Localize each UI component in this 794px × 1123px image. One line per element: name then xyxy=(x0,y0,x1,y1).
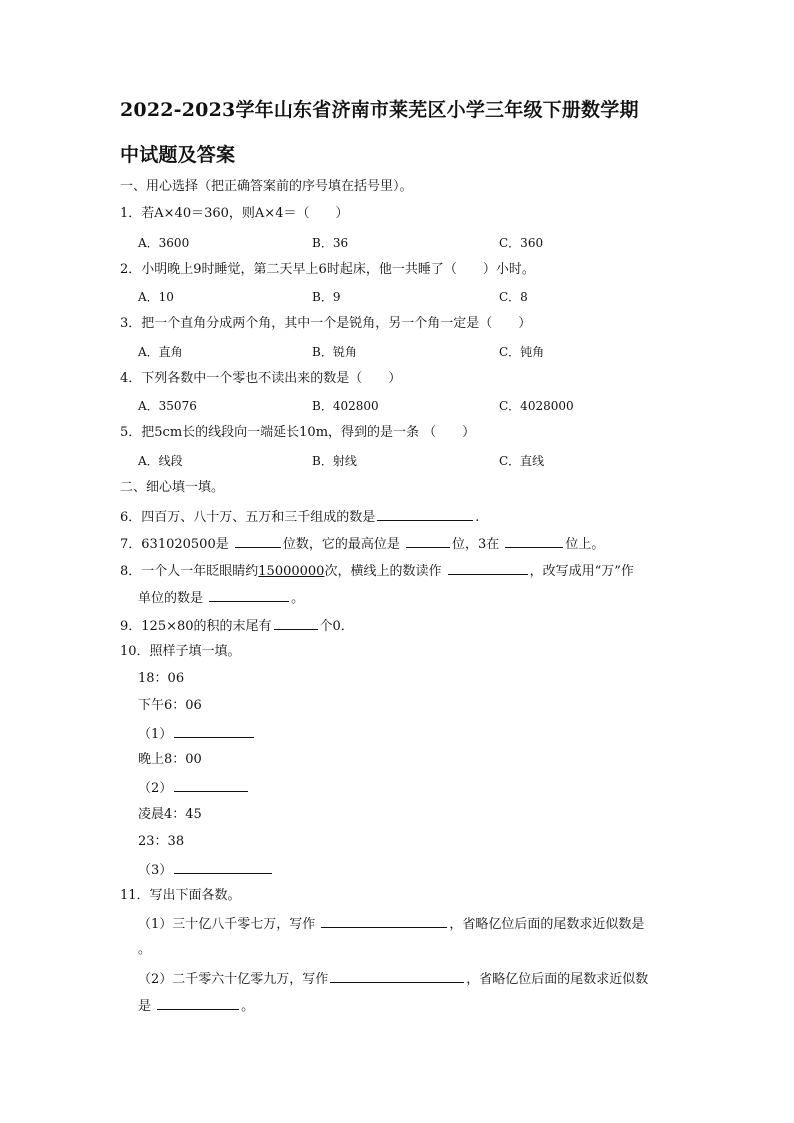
q5-option-b: B．射线 xyxy=(312,454,357,468)
q2-option-c: C．8 xyxy=(499,290,528,304)
q11-p1-text-a: （1）三十亿八千零七万，写作 xyxy=(138,917,320,932)
q10-given-4: 23：38 xyxy=(138,834,185,849)
question-8-cont xyxy=(138,588,304,608)
q10-item-1-label: （1） xyxy=(138,727,173,742)
q11-p2-text-a: （2）二千零六十亿零九万，写作 xyxy=(138,972,329,987)
q11-p2-text-b: ，省略亿位后面的尾数求近似数 xyxy=(466,972,649,987)
q10-item-2 xyxy=(138,778,250,798)
q11-p2-blank-1[interactable] xyxy=(330,969,464,983)
question-2: 2．小明晚上9时睡觉，第二天早上6时起床，他一共睡了（ ）小时。 xyxy=(120,262,535,277)
q11-part-2-cont xyxy=(138,996,254,1016)
q8-text-e: 。 xyxy=(291,591,305,606)
q3-option-b: B．锐角 xyxy=(312,345,357,359)
question-6 xyxy=(120,507,479,527)
question-4: 4．下列各数中一个零也不读出来的数是（ ） xyxy=(120,371,402,386)
question-5: 5．把5cm长的线段向一端延长10m，得到的是一条 （ ） xyxy=(120,425,476,440)
q3-option-c: C．钝角 xyxy=(499,345,545,359)
q11-p1-blank[interactable] xyxy=(321,914,447,928)
q5-option-c: C．直线 xyxy=(499,454,545,468)
q8-text-d: 单位的数是 xyxy=(138,591,208,606)
q11-part-1 xyxy=(138,914,644,934)
q6-text: 6．四百万、八十万、五万和三千组成的数是 xyxy=(120,510,376,525)
q7-blank-3[interactable] xyxy=(505,534,563,548)
q3-option-a: A．直角 xyxy=(138,345,183,359)
q10-example-24h: 18：06 xyxy=(138,671,185,686)
question-11-heading: 11．写出下面各数。 xyxy=(120,888,241,903)
q11-part-2 xyxy=(138,969,648,989)
q8-blank-1[interactable] xyxy=(448,561,528,575)
title-line-2: 中试题及答案 xyxy=(120,144,236,166)
q11-part-1-cont: 。 xyxy=(138,942,152,957)
q1-option-c: C．360 xyxy=(499,236,544,250)
q10-given-2: 晚上8：00 xyxy=(138,752,202,767)
q9-text-b: 个0． xyxy=(319,619,354,634)
q10-item-2-label: （2） xyxy=(138,781,173,796)
q8-text-a: 8．一个人一年眨眼睛约 xyxy=(120,564,259,579)
q7-text-d: 位上。 xyxy=(565,537,605,552)
question-10-heading: 10．照样子填一填。 xyxy=(120,644,241,659)
q9-text-a: 9．125×80的积的末尾有 xyxy=(120,619,272,634)
q7-text-b: 位数，它的最高位是 xyxy=(282,537,404,552)
q4-option-b: B．402800 xyxy=(312,399,379,413)
q2-option-b: B．9 xyxy=(312,290,341,304)
section2-heading: 二、细心填一填。 xyxy=(120,480,225,495)
q5-option-a: A．线段 xyxy=(138,454,183,468)
q10-example-12h: 下午6：06 xyxy=(138,698,202,713)
q10-given-3: 凌晨4：45 xyxy=(138,807,202,822)
q10-blank-2[interactable] xyxy=(174,778,248,792)
q8-blank-2[interactable] xyxy=(209,588,289,602)
q6-blank[interactable] xyxy=(377,507,473,521)
q10-item-3-label: （3） xyxy=(138,863,173,878)
q2-option-a: A．10 xyxy=(138,290,174,304)
q8-number: 15000000 xyxy=(258,564,325,579)
q10-item-1 xyxy=(138,724,256,744)
q8-text-b: 次，横线上的数读作 xyxy=(324,564,446,579)
q7-text-c: 位，3在 xyxy=(451,537,504,552)
title-line-1: 2022-2023学年山东省济南市莱芜区小学三年级下册数学期 xyxy=(120,99,639,121)
q8-text-c: ，改写成用“万”作 xyxy=(529,564,634,579)
q11-p1-text-b: ，省略亿位后面的尾数求近似数是 xyxy=(449,917,645,932)
q7-blank-1[interactable] xyxy=(235,534,281,548)
question-9 xyxy=(120,616,354,636)
q4-option-a: A．35076 xyxy=(138,399,197,413)
question-3: 3．把一个直角分成两个角，其中一个是锐角，另一个角一定是（ ） xyxy=(120,316,532,331)
q4-option-c: C．4028000 xyxy=(499,399,574,413)
q11-p2-text-c: 是 xyxy=(138,999,156,1014)
q7-blank-2[interactable] xyxy=(406,534,450,548)
q9-blank[interactable] xyxy=(274,616,318,630)
q1-option-b: B．36 xyxy=(312,236,349,250)
q6-end: . xyxy=(475,510,480,525)
q11-p2-blank-2[interactable] xyxy=(157,996,239,1010)
q10-blank-1[interactable] xyxy=(174,724,254,738)
q7-text-a: 7．631020500是 xyxy=(120,537,233,552)
q1-option-a: A．3600 xyxy=(138,236,190,250)
q10-item-3 xyxy=(138,860,274,880)
question-8 xyxy=(120,561,634,581)
q10-blank-3[interactable] xyxy=(174,860,272,874)
q11-p2-text-d: 。 xyxy=(241,999,255,1014)
question-7 xyxy=(120,534,604,554)
section1-heading: 一、用心选择（把正确答案前的序号填在括号里）。 xyxy=(120,179,413,194)
question-1: 1．若A×40＝360，则A×4＝（ ） xyxy=(120,206,349,221)
